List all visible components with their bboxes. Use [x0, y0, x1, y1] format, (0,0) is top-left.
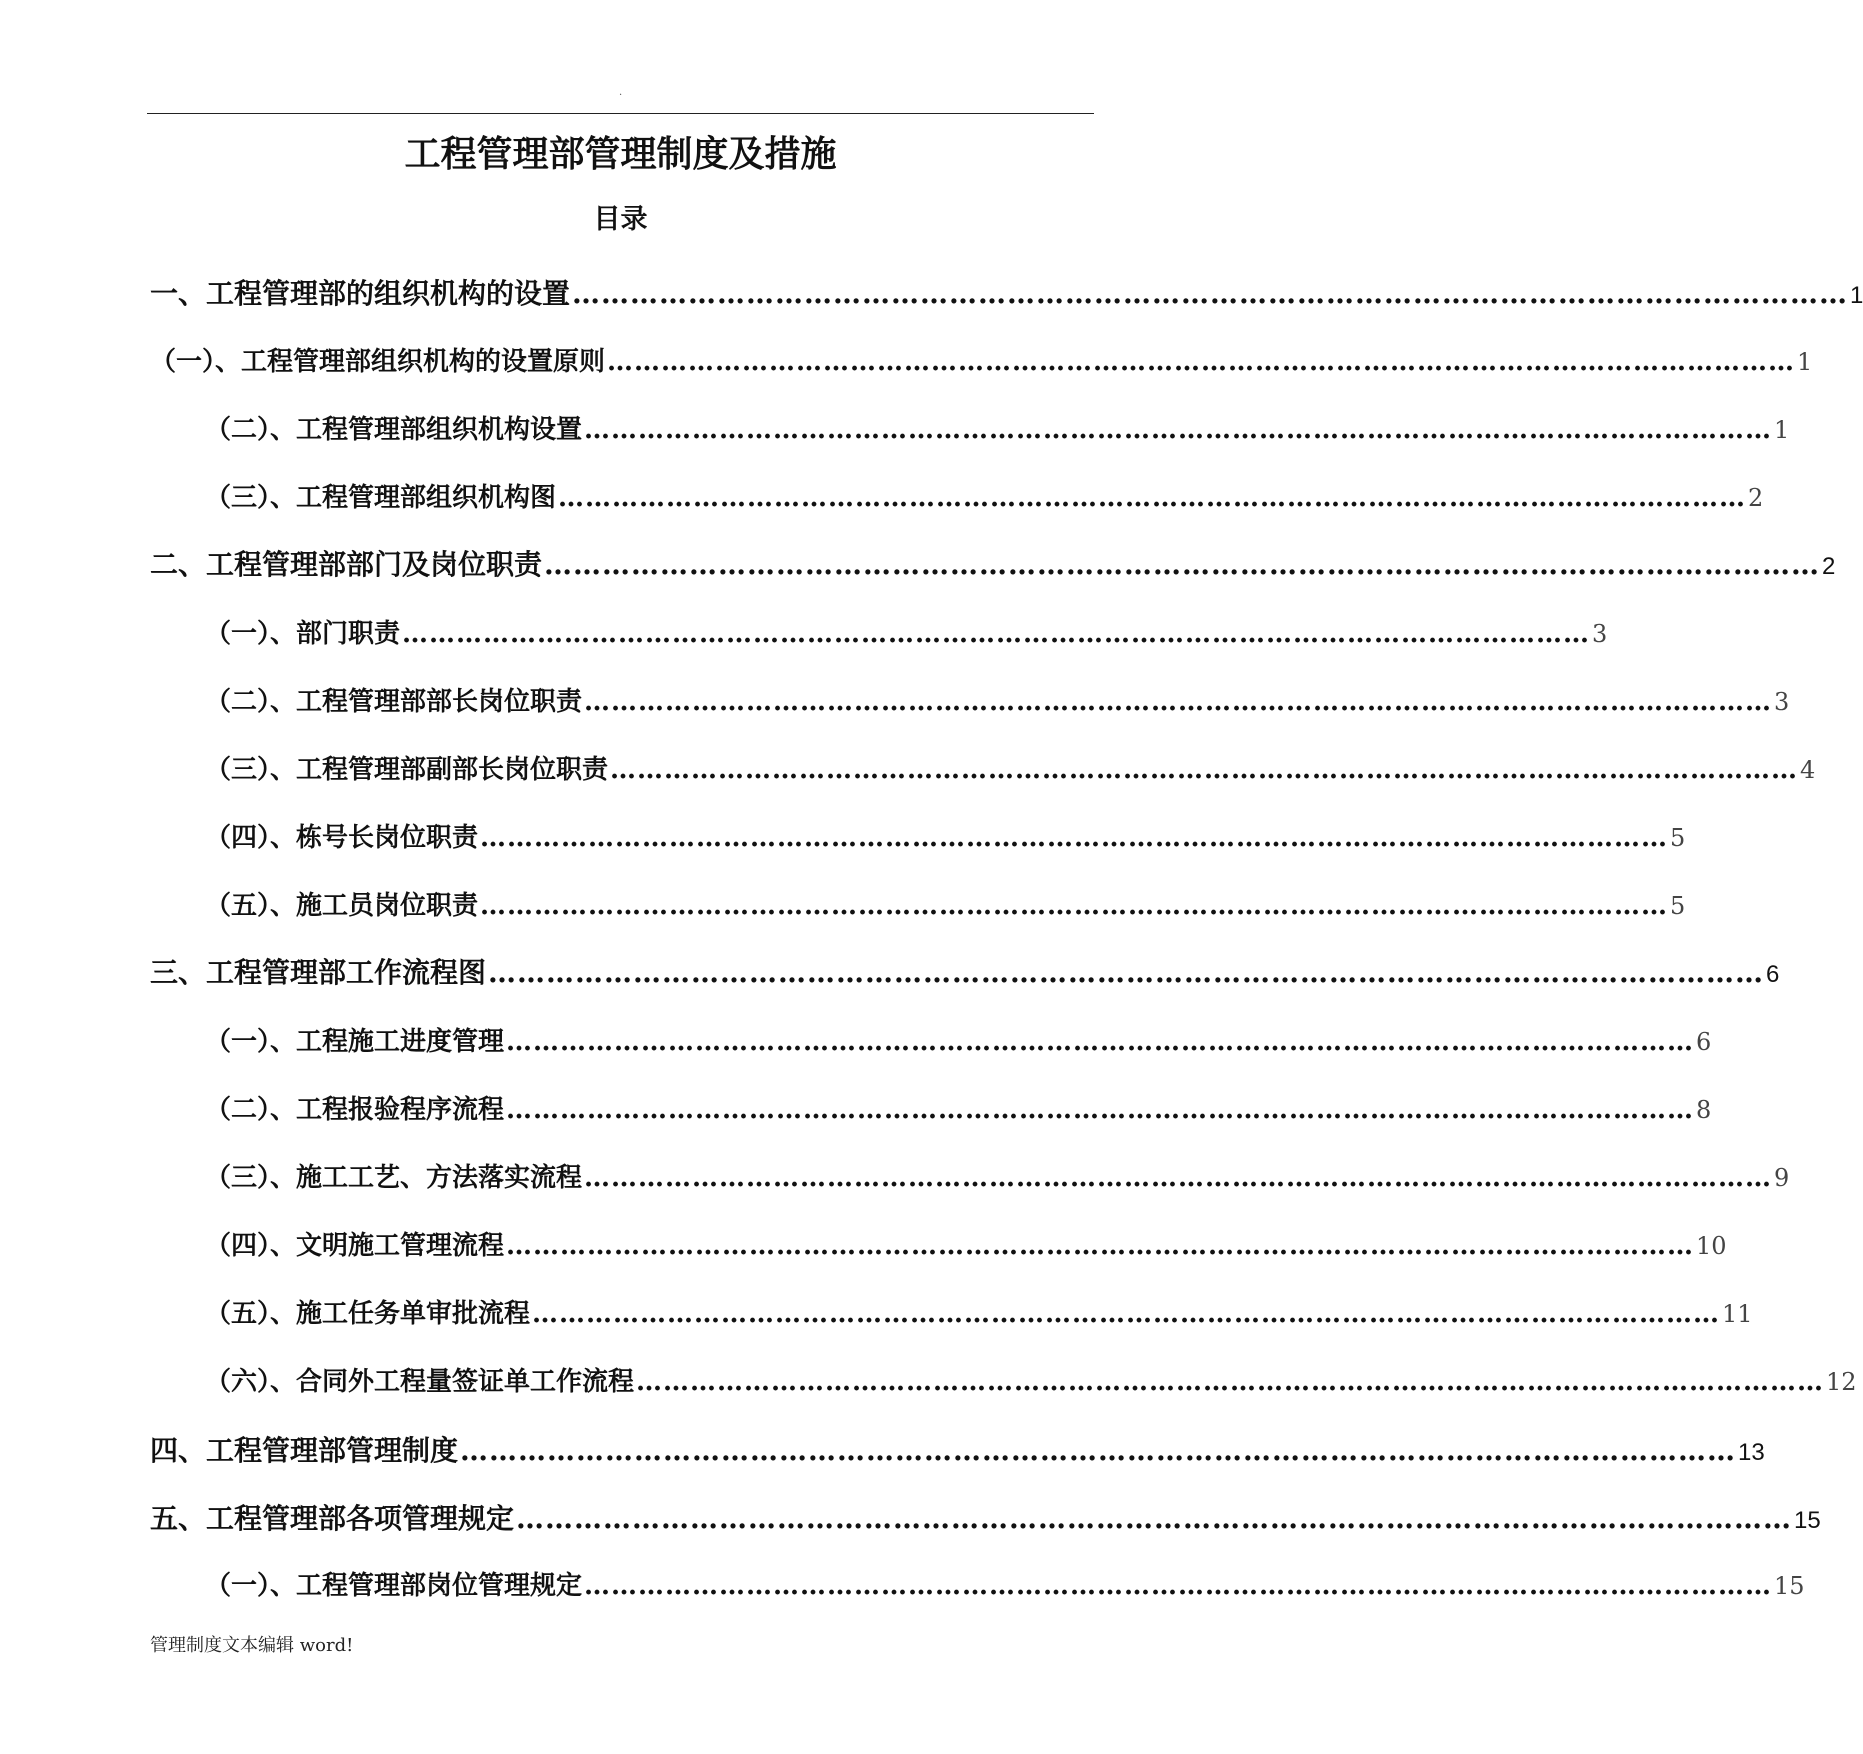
- toc-entry[interactable]: [205, 1089, 1712, 1133]
- toc-entry-page: 15: [1774, 1572, 1805, 1600]
- toc-entry-page: 12: [1826, 1368, 1857, 1396]
- toc-entry[interactable]: [205, 681, 1790, 725]
- toc-entry-page: 2: [1748, 484, 1764, 512]
- toc-entry-label: （三）、工程管理部组织机构图: [205, 483, 557, 513]
- toc-entry-label: （三）、工程管理部副部长岗位职责: [205, 755, 609, 785]
- toc-entry[interactable]: [205, 613, 1608, 657]
- toc-entry-page: 9: [1774, 1164, 1790, 1192]
- toc-entry-page: 8: [1696, 1096, 1712, 1124]
- toc-entry-label: （一）、工程管理部组织机构的设置原则: [150, 347, 606, 377]
- toc-entry-label: （六）、合同外工程量签证单工作流程: [205, 1367, 635, 1397]
- toc-entry-page: 6: [1766, 961, 1780, 988]
- toc-leader-dots: ……………………………………………………………………………………………………………………: [480, 891, 1669, 921]
- toc-entry-label: （五）、施工员岗位职责: [205, 891, 479, 921]
- toc-leader-dots: ……………………………………………………………………………………………………………………: [506, 1231, 1695, 1261]
- toc-entry[interactable]: [205, 1361, 1857, 1405]
- toc-entry[interactable]: [205, 817, 1686, 861]
- toc-entry[interactable]: [205, 1565, 1805, 1609]
- toc-leader-dots: ……………………………………………………………………………………………………………………: [584, 1571, 1773, 1601]
- toc-entry-label: （一）、部门职责: [205, 619, 401, 649]
- toc-entry[interactable]: [150, 543, 1836, 587]
- toc-entry[interactable]: [150, 341, 1813, 385]
- toc-leader-dots: ……………………………………………………………………………………………………………………: [584, 1163, 1773, 1193]
- toc-leader-dots: ……………………………………………………………………………………………………………………: [544, 548, 1821, 581]
- toc-entry-page: 2: [1822, 553, 1836, 580]
- toc-entry-page: 6: [1696, 1028, 1712, 1056]
- toc-entry-label: 四、工程管理部管理制度: [150, 1434, 459, 1467]
- toc-entry-page: 3: [1592, 620, 1608, 648]
- toc-entry-label: （二）、工程管理部组织机构设置: [205, 415, 583, 445]
- toc-leader-dots: ……………………………………………………………………………………………………………………: [460, 1434, 1737, 1467]
- toc-leader-dots: ……………………………………………………………………………………………………………………: [558, 483, 1747, 513]
- toc-entry-page: 1: [1850, 282, 1863, 309]
- toc-leader-dots: ……………………………………………………………………………………………………………………: [584, 687, 1773, 717]
- toc-entry-label: 五、工程管理部各项管理规定: [150, 1502, 515, 1535]
- toc-entry-page: 13: [1738, 1439, 1765, 1466]
- toc-entry-page: 1: [1797, 348, 1813, 376]
- toc-entry[interactable]: [205, 1021, 1712, 1065]
- toc-entry-label: （二）、工程报验程序流程: [205, 1095, 505, 1125]
- header-mark: .: [619, 87, 623, 98]
- toc-entry-label: （三）、施工工艺、方法落实流程: [205, 1163, 583, 1193]
- toc-entry[interactable]: [205, 749, 1816, 793]
- toc-leader-dots: ……………………………………………………………………………………………………………………: [506, 1027, 1695, 1057]
- toc-entry[interactable]: [205, 1293, 1753, 1337]
- toc-entry-label: （五）、施工任务单审批流程: [205, 1299, 531, 1329]
- toc-entry[interactable]: [150, 951, 1780, 995]
- toc-entry[interactable]: [205, 409, 1790, 453]
- toc-entry-label: （一）、工程管理部岗位管理规定: [205, 1571, 583, 1601]
- toc-leader-dots: ……………………………………………………………………………………………………………………: [636, 1367, 1825, 1397]
- toc-leader-dots: ……………………………………………………………………………………………………………………: [480, 823, 1669, 853]
- toc-leader-dots: ……………………………………………………………………………………………………………………: [607, 347, 1796, 377]
- toc-entry-page: 5: [1670, 892, 1686, 920]
- toc-leader-dots: ……………………………………………………………………………………………………………………: [488, 956, 1765, 989]
- toc-entry-page: 3: [1774, 688, 1790, 716]
- toc-entry-page: 10: [1696, 1232, 1727, 1260]
- document-title: 工程管理部管理制度及措施: [404, 133, 837, 175]
- toc-leader-dots: ……………………………………………………………………………………………………………………: [610, 755, 1799, 785]
- toc-entry-page: 5: [1670, 824, 1686, 852]
- toc-entry-label: （一）、工程施工进度管理: [205, 1027, 505, 1057]
- toc-entry-label: （二）、工程管理部部长岗位职责: [205, 687, 583, 717]
- toc-entry[interactable]: [205, 1157, 1790, 1201]
- toc-heading: 目录: [593, 204, 648, 235]
- toc-entry-page: 1: [1774, 416, 1790, 444]
- toc-entry-label: 二、工程管理部部门及岗位职责: [150, 548, 543, 581]
- toc-entry-page: 15: [1794, 1507, 1821, 1534]
- toc-leader-dots: ……………………………………………………………………………………………………………………: [532, 1299, 1721, 1329]
- toc-entry-label: （四）、栋号长岗位职责: [205, 823, 479, 853]
- toc-entry[interactable]: [150, 1429, 1765, 1473]
- toc-entry-label: 三、工程管理部工作流程图: [150, 956, 487, 989]
- footer-note: 管理制度文本编辑 word!: [150, 1635, 354, 1656]
- toc-entry[interactable]: [150, 272, 1863, 316]
- toc-entry-label: 一、工程管理部的组织机构的设置: [150, 277, 571, 310]
- toc-leader-dots: ……………………………………………………………………………………………………………………: [584, 415, 1773, 445]
- toc-entry-page: 11: [1722, 1300, 1753, 1328]
- toc-leader-dots: ……………………………………………………………………………………………………………………: [516, 1502, 1793, 1535]
- toc-leader-dots: ……………………………………………………………………………………………………………………: [506, 1095, 1695, 1125]
- toc-entry[interactable]: [205, 1225, 1727, 1269]
- toc-entry-page: 4: [1800, 756, 1816, 784]
- toc-leader-dots: ……………………………………………………………………………………………………………………: [402, 619, 1591, 649]
- toc-leader-dots: ……………………………………………………………………………………………………………………: [572, 277, 1849, 310]
- toc-entry[interactable]: [205, 885, 1686, 929]
- toc-entry[interactable]: [150, 1497, 1821, 1541]
- toc-entry[interactable]: [205, 477, 1764, 521]
- toc-entry-label: （四）、文明施工管理流程: [205, 1231, 505, 1261]
